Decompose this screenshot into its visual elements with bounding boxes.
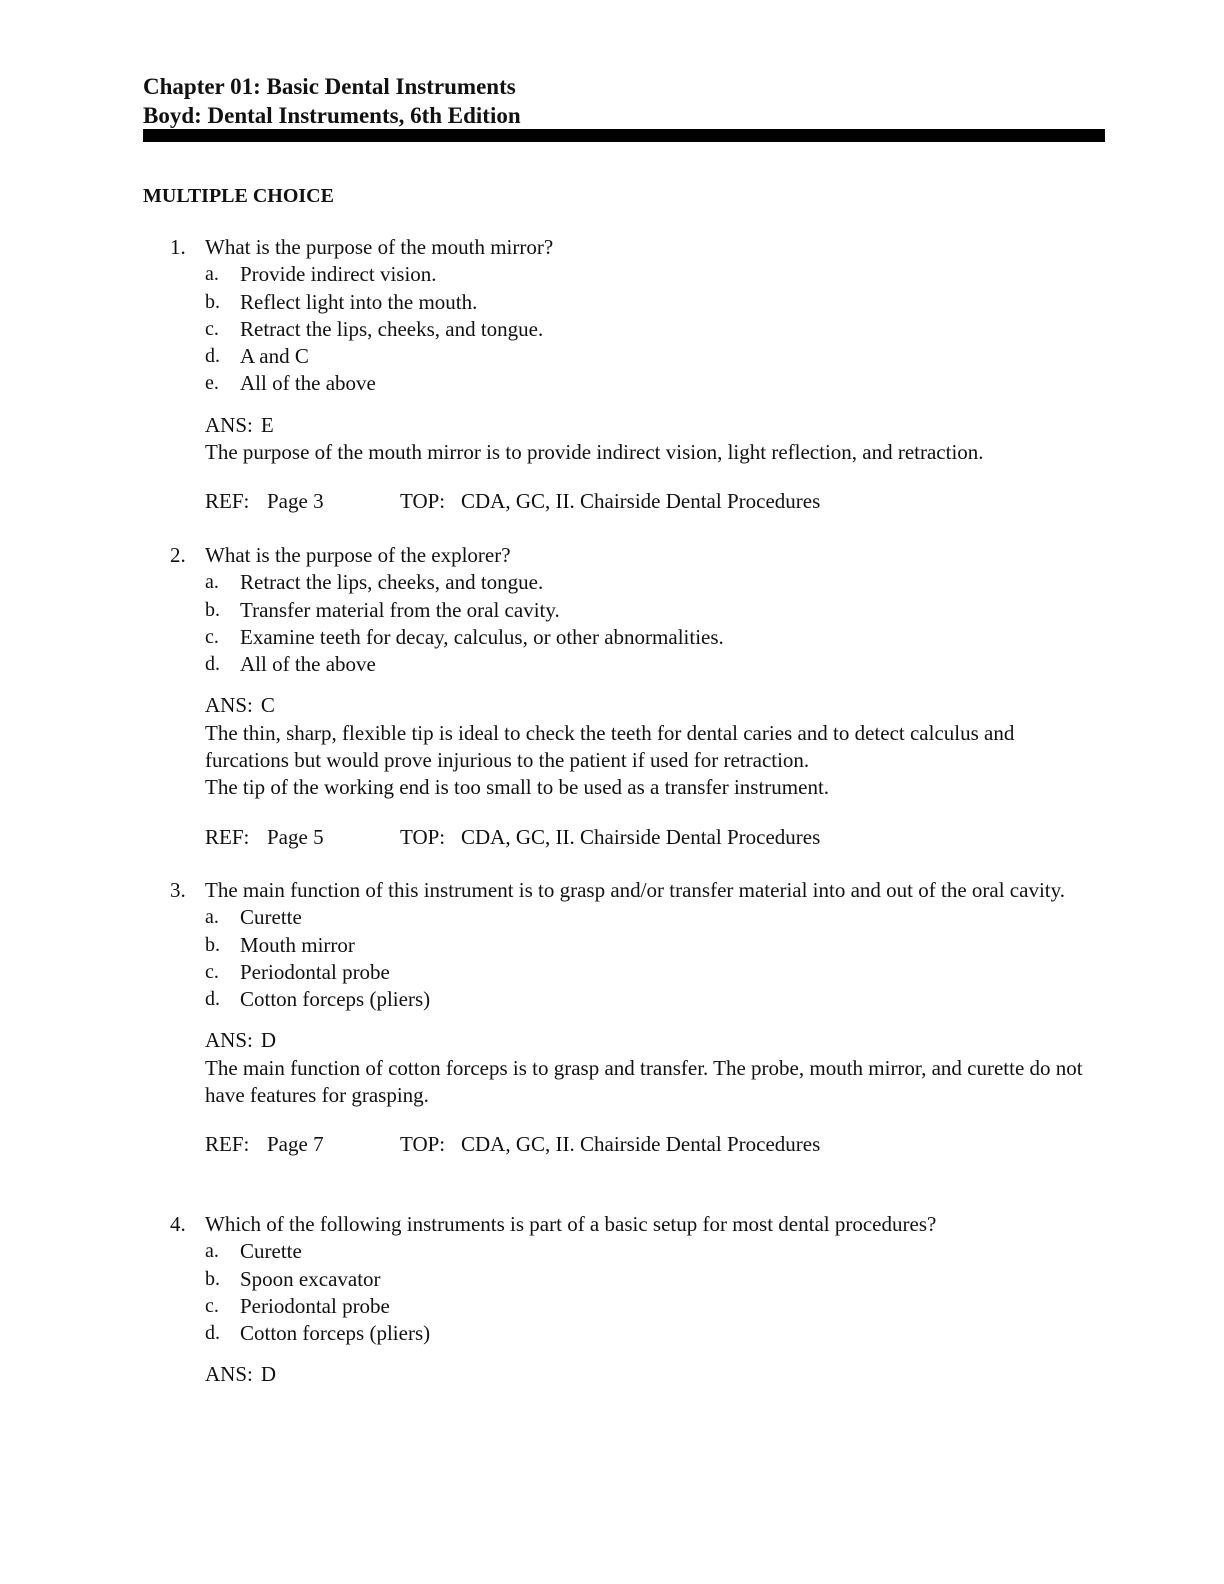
option-item — [165, 343, 1095, 370]
reference-line — [165, 1131, 1095, 1158]
reference-line — [165, 824, 1095, 851]
answer-label: ANS: — [205, 1028, 253, 1053]
option-text: Cotton forceps (pliers) — [240, 987, 431, 1012]
option-text: All of the above — [240, 652, 376, 677]
option-letter: d. — [205, 345, 220, 368]
document-header — [143, 72, 1105, 130]
reference-line — [165, 488, 1095, 515]
ref-value: Page 3 — [267, 489, 324, 514]
option-text: All of the above — [240, 371, 376, 396]
topic-label: TOP: — [400, 824, 446, 849]
option-item — [165, 261, 1095, 288]
option-list — [165, 1238, 1095, 1347]
question-text: What is the purpose of the explorer? — [205, 543, 511, 567]
answer-line — [165, 1361, 1095, 1388]
option-item — [165, 289, 1095, 316]
answer-value: D — [260, 1028, 277, 1053]
topic-value: CDA, GC, II. Chairside Dental Procedures — [461, 489, 821, 514]
chapter-title: Chapter 01: Basic Dental Instruments — [143, 74, 516, 99]
option-list — [165, 261, 1095, 397]
option-text: Provide indirect vision. — [240, 262, 437, 287]
option-item — [165, 624, 1095, 651]
explanation — [165, 720, 1095, 802]
option-letter: a. — [205, 263, 219, 286]
question-4 — [165, 1211, 1095, 1389]
option-letter: c. — [205, 1294, 219, 1317]
question-2 — [165, 542, 1095, 851]
option-letter: e. — [205, 372, 219, 395]
option-text: Transfer material from the oral cavity. — [240, 597, 560, 622]
answer-value: C — [260, 693, 275, 718]
option-item — [165, 932, 1095, 959]
option-item — [165, 370, 1095, 397]
answer-label: ANS: — [205, 693, 253, 718]
topic-value: CDA, GC, II. Chairside Dental Procedures — [461, 1132, 821, 1157]
explanation — [165, 439, 1095, 466]
option-text: Retract the lips, cheeks, and tongue. — [240, 316, 544, 341]
option-text: Mouth mirror — [240, 932, 355, 957]
option-text: Curette — [240, 905, 302, 930]
option-item — [165, 986, 1095, 1013]
option-text: Spoon excavator — [240, 1266, 381, 1291]
book-title: Boyd: Dental Instruments, 6th Edition — [143, 103, 521, 128]
option-letter: b. — [205, 290, 220, 313]
question-text: The main function of this instrument is to grasp and/or transfer material into and out of the oral cavity. — [205, 878, 1065, 902]
explanation-line: The thin, sharp, flexible tip is ideal to check the teeth for dental caries and to detect calculus and furcations but would prove injurious to the patient if used for retraction. — [205, 720, 1015, 773]
header-rule — [143, 129, 1105, 142]
option-letter: a. — [205, 571, 219, 594]
option-letter: b. — [205, 598, 220, 621]
topic-label: TOP: — [400, 1132, 446, 1157]
ref-value: Page 7 — [267, 1132, 324, 1157]
answer-label: ANS: — [205, 412, 253, 437]
option-letter: c. — [205, 317, 219, 340]
option-letter: c. — [205, 625, 219, 648]
option-text: A and C — [240, 344, 309, 369]
option-item — [165, 651, 1095, 678]
option-letter: a. — [205, 906, 219, 929]
explanation-line: The main function of cotton forceps is to grasp and transfer. The probe, mouth mirror, and curette do not have features for grasping. — [205, 1055, 1083, 1108]
answer-value: D — [260, 1362, 277, 1387]
ref-label: REF: — [205, 489, 250, 514]
answer-label: ANS: — [205, 1362, 253, 1387]
option-list — [165, 904, 1095, 1013]
answer-line — [165, 692, 1095, 719]
question-text: Which of the following instruments is part of a basic setup for most dental procedures? — [205, 1212, 937, 1236]
option-item — [165, 597, 1095, 624]
question-number: 4. — [170, 1212, 186, 1236]
question-text: What is the purpose of the mouth mirror? — [205, 235, 554, 259]
explanation-line: The tip of the working end is too small to be used as a transfer instrument. — [205, 775, 830, 800]
answer-value: E — [260, 412, 274, 437]
section-heading: MULTIPLE CHOICE — [143, 185, 334, 207]
ref-value: Page 5 — [267, 824, 324, 849]
question-stem — [165, 234, 1095, 261]
option-letter: b. — [205, 933, 220, 956]
option-text: Examine teeth for decay, calculus, or other abnormalities. — [240, 624, 724, 649]
question-number: 2. — [170, 543, 186, 567]
answer-line — [165, 1027, 1095, 1054]
option-text: Periodontal probe — [240, 1293, 390, 1318]
option-item — [165, 1266, 1095, 1293]
option-letter: d. — [205, 988, 220, 1011]
question-stem — [165, 1211, 1095, 1238]
explanation-line: The purpose of the mouth mirror is to provide indirect vision, light reflection, and retraction. — [205, 440, 984, 465]
option-item — [165, 1293, 1095, 1320]
option-item — [165, 904, 1095, 931]
option-list — [165, 569, 1095, 678]
question-1 — [165, 234, 1095, 515]
option-letter: d. — [205, 1322, 220, 1345]
option-text: Cotton forceps (pliers) — [240, 1321, 431, 1346]
option-text: Retract the lips, cheeks, and tongue. — [240, 570, 544, 595]
option-letter: d. — [205, 653, 220, 676]
question-number: 1. — [170, 235, 186, 259]
question-stem — [165, 542, 1095, 569]
topic-value: CDA, GC, II. Chairside Dental Procedures — [461, 824, 821, 849]
option-text: Curette — [240, 1239, 302, 1264]
answer-line — [165, 412, 1095, 439]
option-item — [165, 569, 1095, 596]
option-text: Periodontal probe — [240, 959, 390, 984]
topic-label: TOP: — [400, 489, 446, 514]
question-stem — [165, 877, 1095, 904]
option-item — [165, 1238, 1095, 1265]
question-3 — [165, 877, 1095, 1158]
question-number: 3. — [170, 878, 186, 902]
option-item — [165, 959, 1095, 986]
option-letter: a. — [205, 1240, 219, 1263]
ref-label: REF: — [205, 824, 250, 849]
option-letter: c. — [205, 960, 219, 983]
option-item — [165, 316, 1095, 343]
option-item — [165, 1320, 1095, 1347]
option-text: Reflect light into the mouth. — [240, 289, 478, 314]
option-letter: b. — [205, 1267, 220, 1290]
ref-label: REF: — [205, 1132, 250, 1157]
explanation — [165, 1055, 1095, 1110]
